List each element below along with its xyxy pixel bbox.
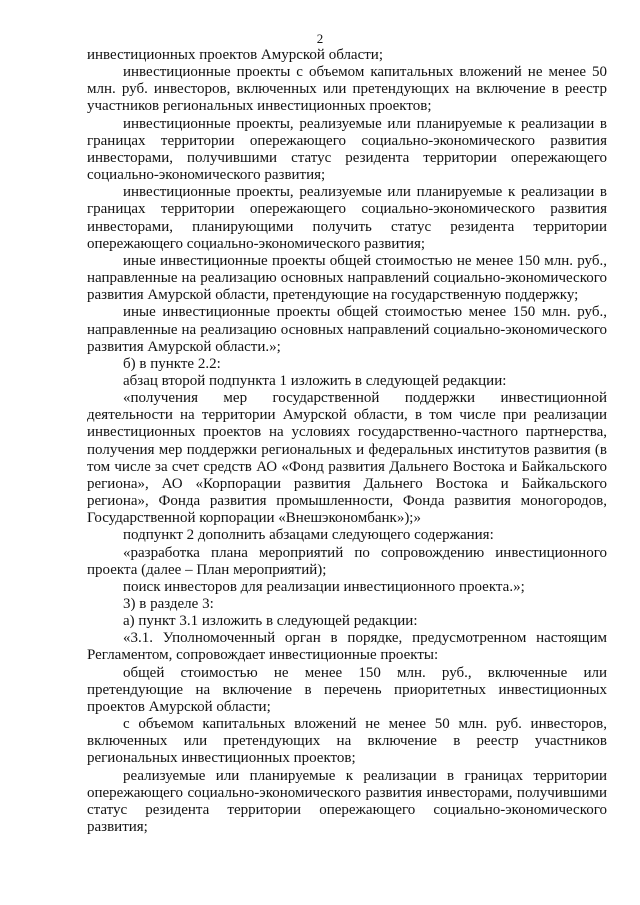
paragraph: реализуемые или планируемые к реализации в границах территории опережающего социально-экономического развития инвесторами, получившими статус резидента территории опережающего социально-экономического развития; [87,767,607,836]
paragraph: инвестиционные проекты с объемом капитальных вложений не менее 50 млн. руб. инвесторов, включенных или претендующих на включение в реестр участников региональных инвестиционных проектов; [87,64,607,115]
paragraph: иные инвестиционные проекты общей стоимостью менее 150 млн. руб., направленные на реализацию основных направлений социально-экономического развития Амурской области.»; [87,304,607,355]
paragraph: инвестиционные проекты, реализуемые или планируемые к реализации в границах территории опережающего социально-экономического развития инвесторами, получившими статус резидента территории опережающего социально-экономического развития; [87,115,607,184]
paragraph: общей стоимостью не менее 150 млн. руб., включенные или претендующие на включение в перечень приоритетных инвестиционных проектов Амурской области; [87,664,607,715]
paragraph: с объемом капитальных вложений не менее 50 млн. руб. инвесторов, включенных или претендующих на включение в реестр участников региональных инвестиционных проектов; [87,716,607,767]
paragraph: иные инвестиционные проекты общей стоимостью не менее 150 млн. руб., направленные на реализацию основных направлений социально-экономического развития Амурской области, претендующие на государственную поддержку; [87,252,607,304]
document-body [87,47,607,836]
paragraph: инвестиционные проекты, реализуемые или планируемые к реализации в границах территории опережающего социально-экономического развития инвесторами, планирующими получить статус резидента территории опережающего социально-экономического развития; [87,184,607,252]
paragraph: подпункт 2 дополнить абзацами следующего содержания: [123,527,494,544]
paragraph: инвестиционных проектов Амурской области; [87,47,384,63]
paragraph: 3) в разделе 3: [123,596,214,612]
page-number: 2 [316,31,324,46]
paragraph: поиск инвесторов для реализации инвестиционного проекта.»; [123,578,525,595]
paragraph: «3.1. Уполномоченный орган в порядке, предусмотренном настоящим Регламентом, сопровождает инвестиционные проекты: [87,630,607,664]
paragraph: «разработка плана мероприятий по сопровождению инвестиционного проекта (далее – План мероприятий); [87,544,607,578]
paragraph: а) пункт 3.1 изложить в следующей редакции: [123,613,418,630]
paragraph: «получения мер государственной поддержки инвестиционной деятельности на территории Амурской области, в том числе при реализации инвестиционных проектов на условиях государственно-частного партнерства, получения мер поддержки региональных и федеральных институтов развития (в том числе за счет средств АО «Фонд развития Дальнего Востока и Байкальского региона», АО «Корпорации развития Дальнего Востока и Байкальского региона», Фонда развития промышленности, Фонда развития моногородов, Государственной корпорации «Внешэкономбанк»);» [87,390,607,527]
paragraph: б) в пункте 2.2: [123,355,221,372]
paragraph: абзац второй подпункта 1 изложить в следующей редакции: [123,372,507,389]
